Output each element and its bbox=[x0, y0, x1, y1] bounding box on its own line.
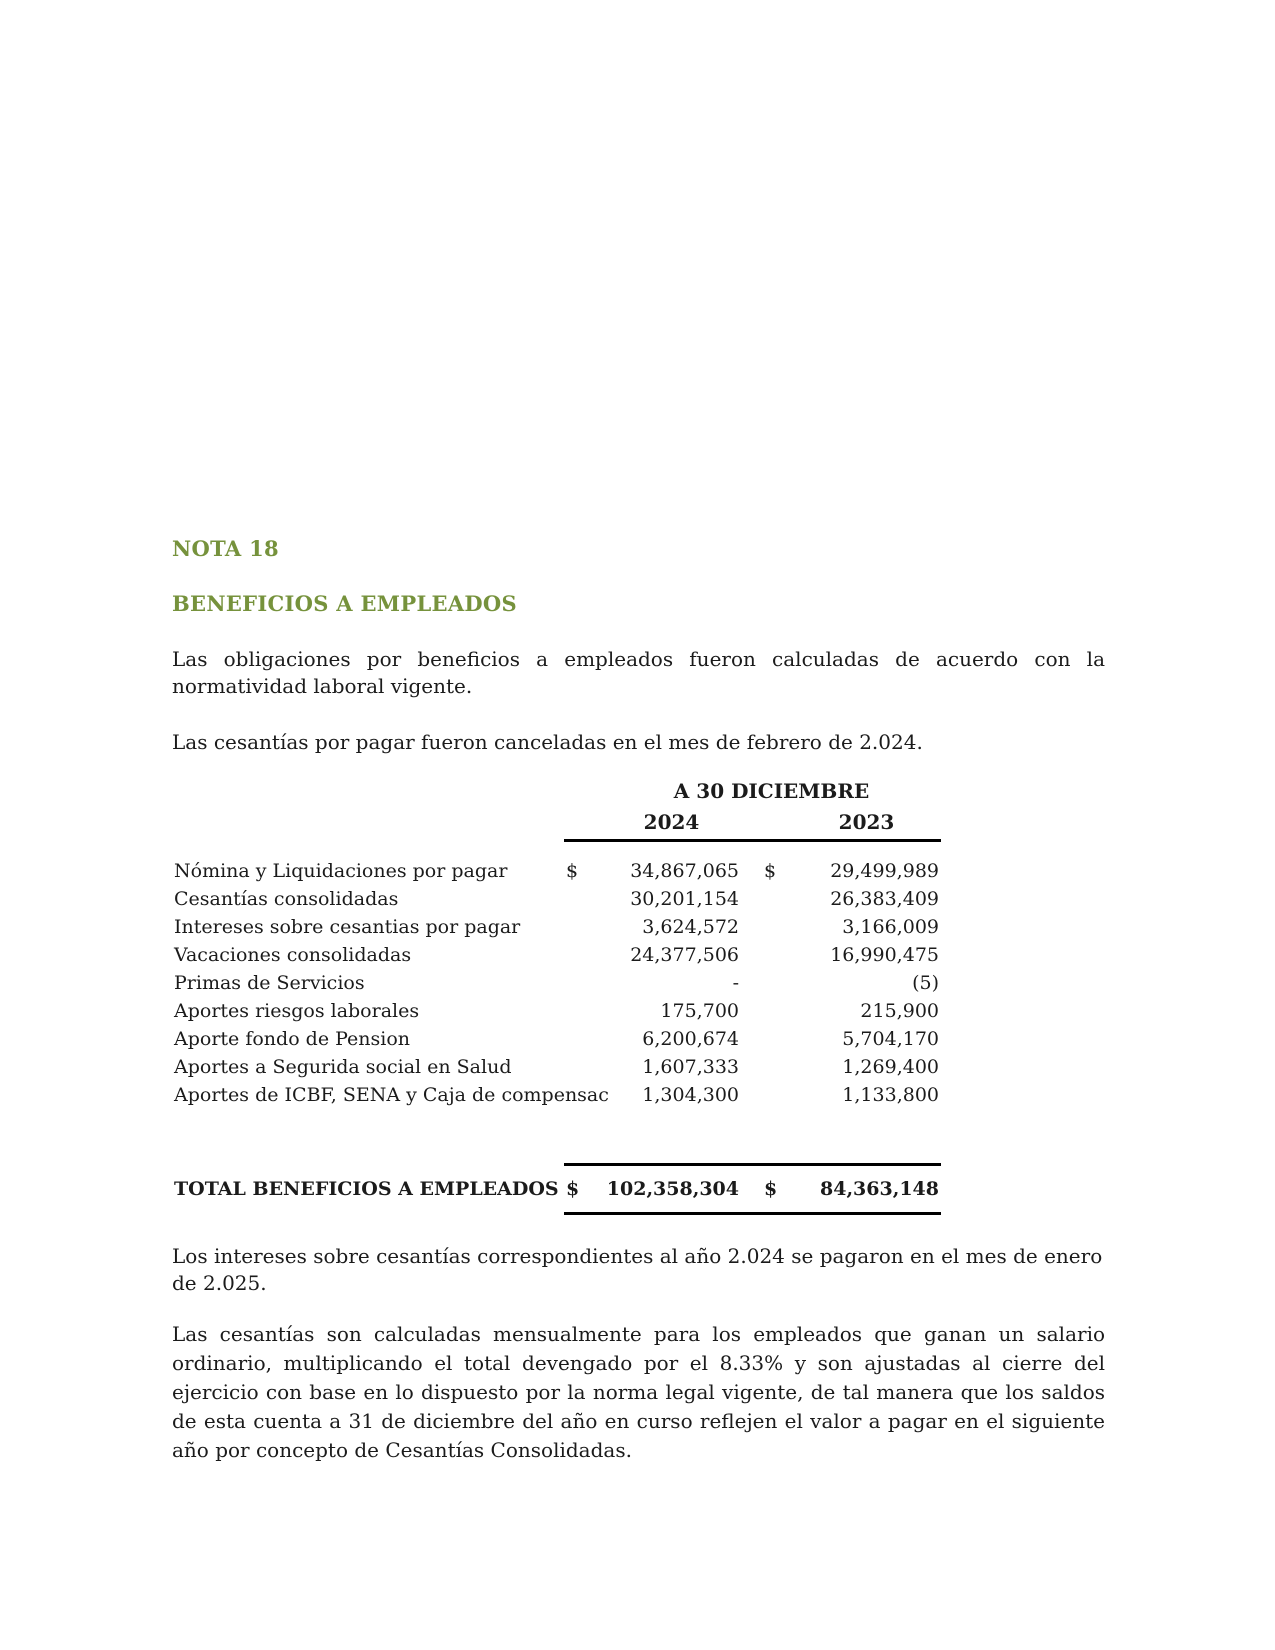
currency-symbol-2024 bbox=[566, 1053, 604, 1081]
table-row bbox=[174, 969, 944, 997]
paragraph-intereses: Los intereses sobre cesantías correspondientes al año 2.024 se pagaron en el mes de enero de 2.025. bbox=[172, 1244, 1103, 1295]
column-header-2024: 2024 bbox=[643, 810, 700, 834]
currency-symbol-2023 bbox=[739, 913, 794, 941]
row-label: Aportes de ICBF, SENA y Caja de compensac bbox=[174, 1084, 609, 1106]
currency-symbol-2024 bbox=[566, 941, 604, 969]
currency-symbol-2023 bbox=[739, 969, 794, 997]
value-2024: 1,607,333 bbox=[642, 1056, 739, 1078]
row-label: Nómina y Liquidaciones por pagar bbox=[174, 860, 508, 882]
table-row bbox=[174, 941, 944, 969]
value-2023: 26,383,409 bbox=[830, 888, 939, 910]
value-2023: 1,269,400 bbox=[842, 1056, 939, 1078]
currency-symbol-2023 bbox=[739, 1081, 794, 1109]
note-number-heading: NOTA 18 bbox=[172, 536, 279, 561]
currency-symbol-2024 bbox=[566, 885, 604, 913]
value-2024: 1,304,300 bbox=[642, 1084, 739, 1106]
value-2023: 215,900 bbox=[860, 1000, 939, 1022]
value-2023: 29,499,989 bbox=[830, 860, 939, 882]
paragraph-obligaciones: Las obligaciones por beneficios a empleados fueron calculadas de acuerdo con la normatividad laboral vigente. bbox=[172, 647, 1105, 698]
column-header-2023: 2023 bbox=[838, 810, 895, 834]
paragraph-cesantias-pagadas: Las cesantías por pagar fueron canceladas en el mes de febrero de 2.024. bbox=[172, 730, 923, 754]
year-header-spacer bbox=[739, 810, 794, 834]
currency-symbol-2024 bbox=[566, 969, 604, 997]
currency-symbol-2024 bbox=[566, 913, 604, 941]
table-row bbox=[174, 997, 944, 1025]
row-label: Aporte fondo de Pension bbox=[174, 1028, 411, 1050]
table-row bbox=[174, 1081, 944, 1109]
total-label: TOTAL BENEFICIOS A EMPLEADOS bbox=[174, 1178, 559, 1200]
total-currency-symbol-2023: $ bbox=[764, 1178, 778, 1200]
currency-symbol-2024 bbox=[566, 997, 604, 1025]
currency-symbol-2024 bbox=[566, 1025, 604, 1053]
table-row bbox=[174, 857, 944, 885]
value-2023: 5,704,170 bbox=[842, 1028, 939, 1050]
value-2023: (5) bbox=[912, 972, 939, 994]
table-row bbox=[174, 885, 944, 913]
currency-symbol-2023 bbox=[739, 885, 794, 913]
table-year-header-row bbox=[604, 810, 944, 834]
currency-symbol-2023: $ bbox=[764, 860, 777, 882]
header-rule bbox=[564, 839, 941, 842]
value-2023: 3,166,009 bbox=[842, 916, 939, 938]
total-value-2024: 102,358,304 bbox=[606, 1178, 739, 1200]
currency-symbol-2024 bbox=[566, 1081, 604, 1109]
paragraph-calculo-cesantias: Las cesantías son calculadas mensualmente para los empleados que ganan un salario ordinario, multiplicando el total devengado por el 8.33% y son ajustadas al cierre del ejercicio con base en lo dispuesto por la norma legal vigente, de tal manera que los saldos de esta cuenta a 31 de diciembre del año en curso reflejen el valor a pagar en el siguiente año por concepto de Cesantías Consolidadas. bbox=[172, 1322, 1105, 1462]
value-2023: 16,990,475 bbox=[830, 944, 939, 966]
table-row bbox=[174, 913, 944, 941]
table-body bbox=[174, 857, 944, 1109]
currency-symbol-2024: $ bbox=[566, 860, 579, 882]
value-2023: 1,133,800 bbox=[842, 1084, 939, 1106]
total-value-2023: 84,363,148 bbox=[820, 1178, 939, 1200]
row-label: Aportes riesgos laborales bbox=[174, 1000, 420, 1022]
section-title-heading: BENEFICIOS A EMPLEADOS bbox=[172, 591, 517, 616]
total-row bbox=[174, 1166, 944, 1212]
row-label: Intereses sobre cesantias por pagar bbox=[174, 916, 521, 938]
value-2024: 24,377,506 bbox=[630, 944, 739, 966]
row-label: Vacaciones consolidadas bbox=[174, 944, 412, 966]
value-2024: 3,624,572 bbox=[642, 916, 739, 938]
currency-symbol-2023 bbox=[739, 997, 794, 1025]
currency-symbol-2023 bbox=[739, 1053, 794, 1081]
table-period-header: A 30 DICIEMBRE bbox=[673, 779, 870, 803]
row-label: Aportes a Segurida social en Salud bbox=[174, 1056, 512, 1078]
row-label: Cesantías consolidadas bbox=[174, 888, 399, 910]
currency-symbol-2023 bbox=[739, 1025, 794, 1053]
benefits-table bbox=[174, 778, 944, 1215]
table-row bbox=[174, 1025, 944, 1053]
value-2024: - bbox=[732, 972, 739, 994]
currency-symbol-2023 bbox=[739, 941, 794, 969]
value-2024: 175,700 bbox=[660, 1000, 739, 1022]
value-2024: 30,201,154 bbox=[630, 888, 739, 910]
value-2024: 6,200,674 bbox=[642, 1028, 739, 1050]
table-row bbox=[174, 1053, 944, 1081]
row-label: Primas de Servicios bbox=[174, 972, 365, 994]
value-2024: 34,867,065 bbox=[630, 860, 739, 882]
total-rule-bottom bbox=[564, 1212, 941, 1215]
total-currency-symbol-2024: $ bbox=[566, 1178, 580, 1200]
